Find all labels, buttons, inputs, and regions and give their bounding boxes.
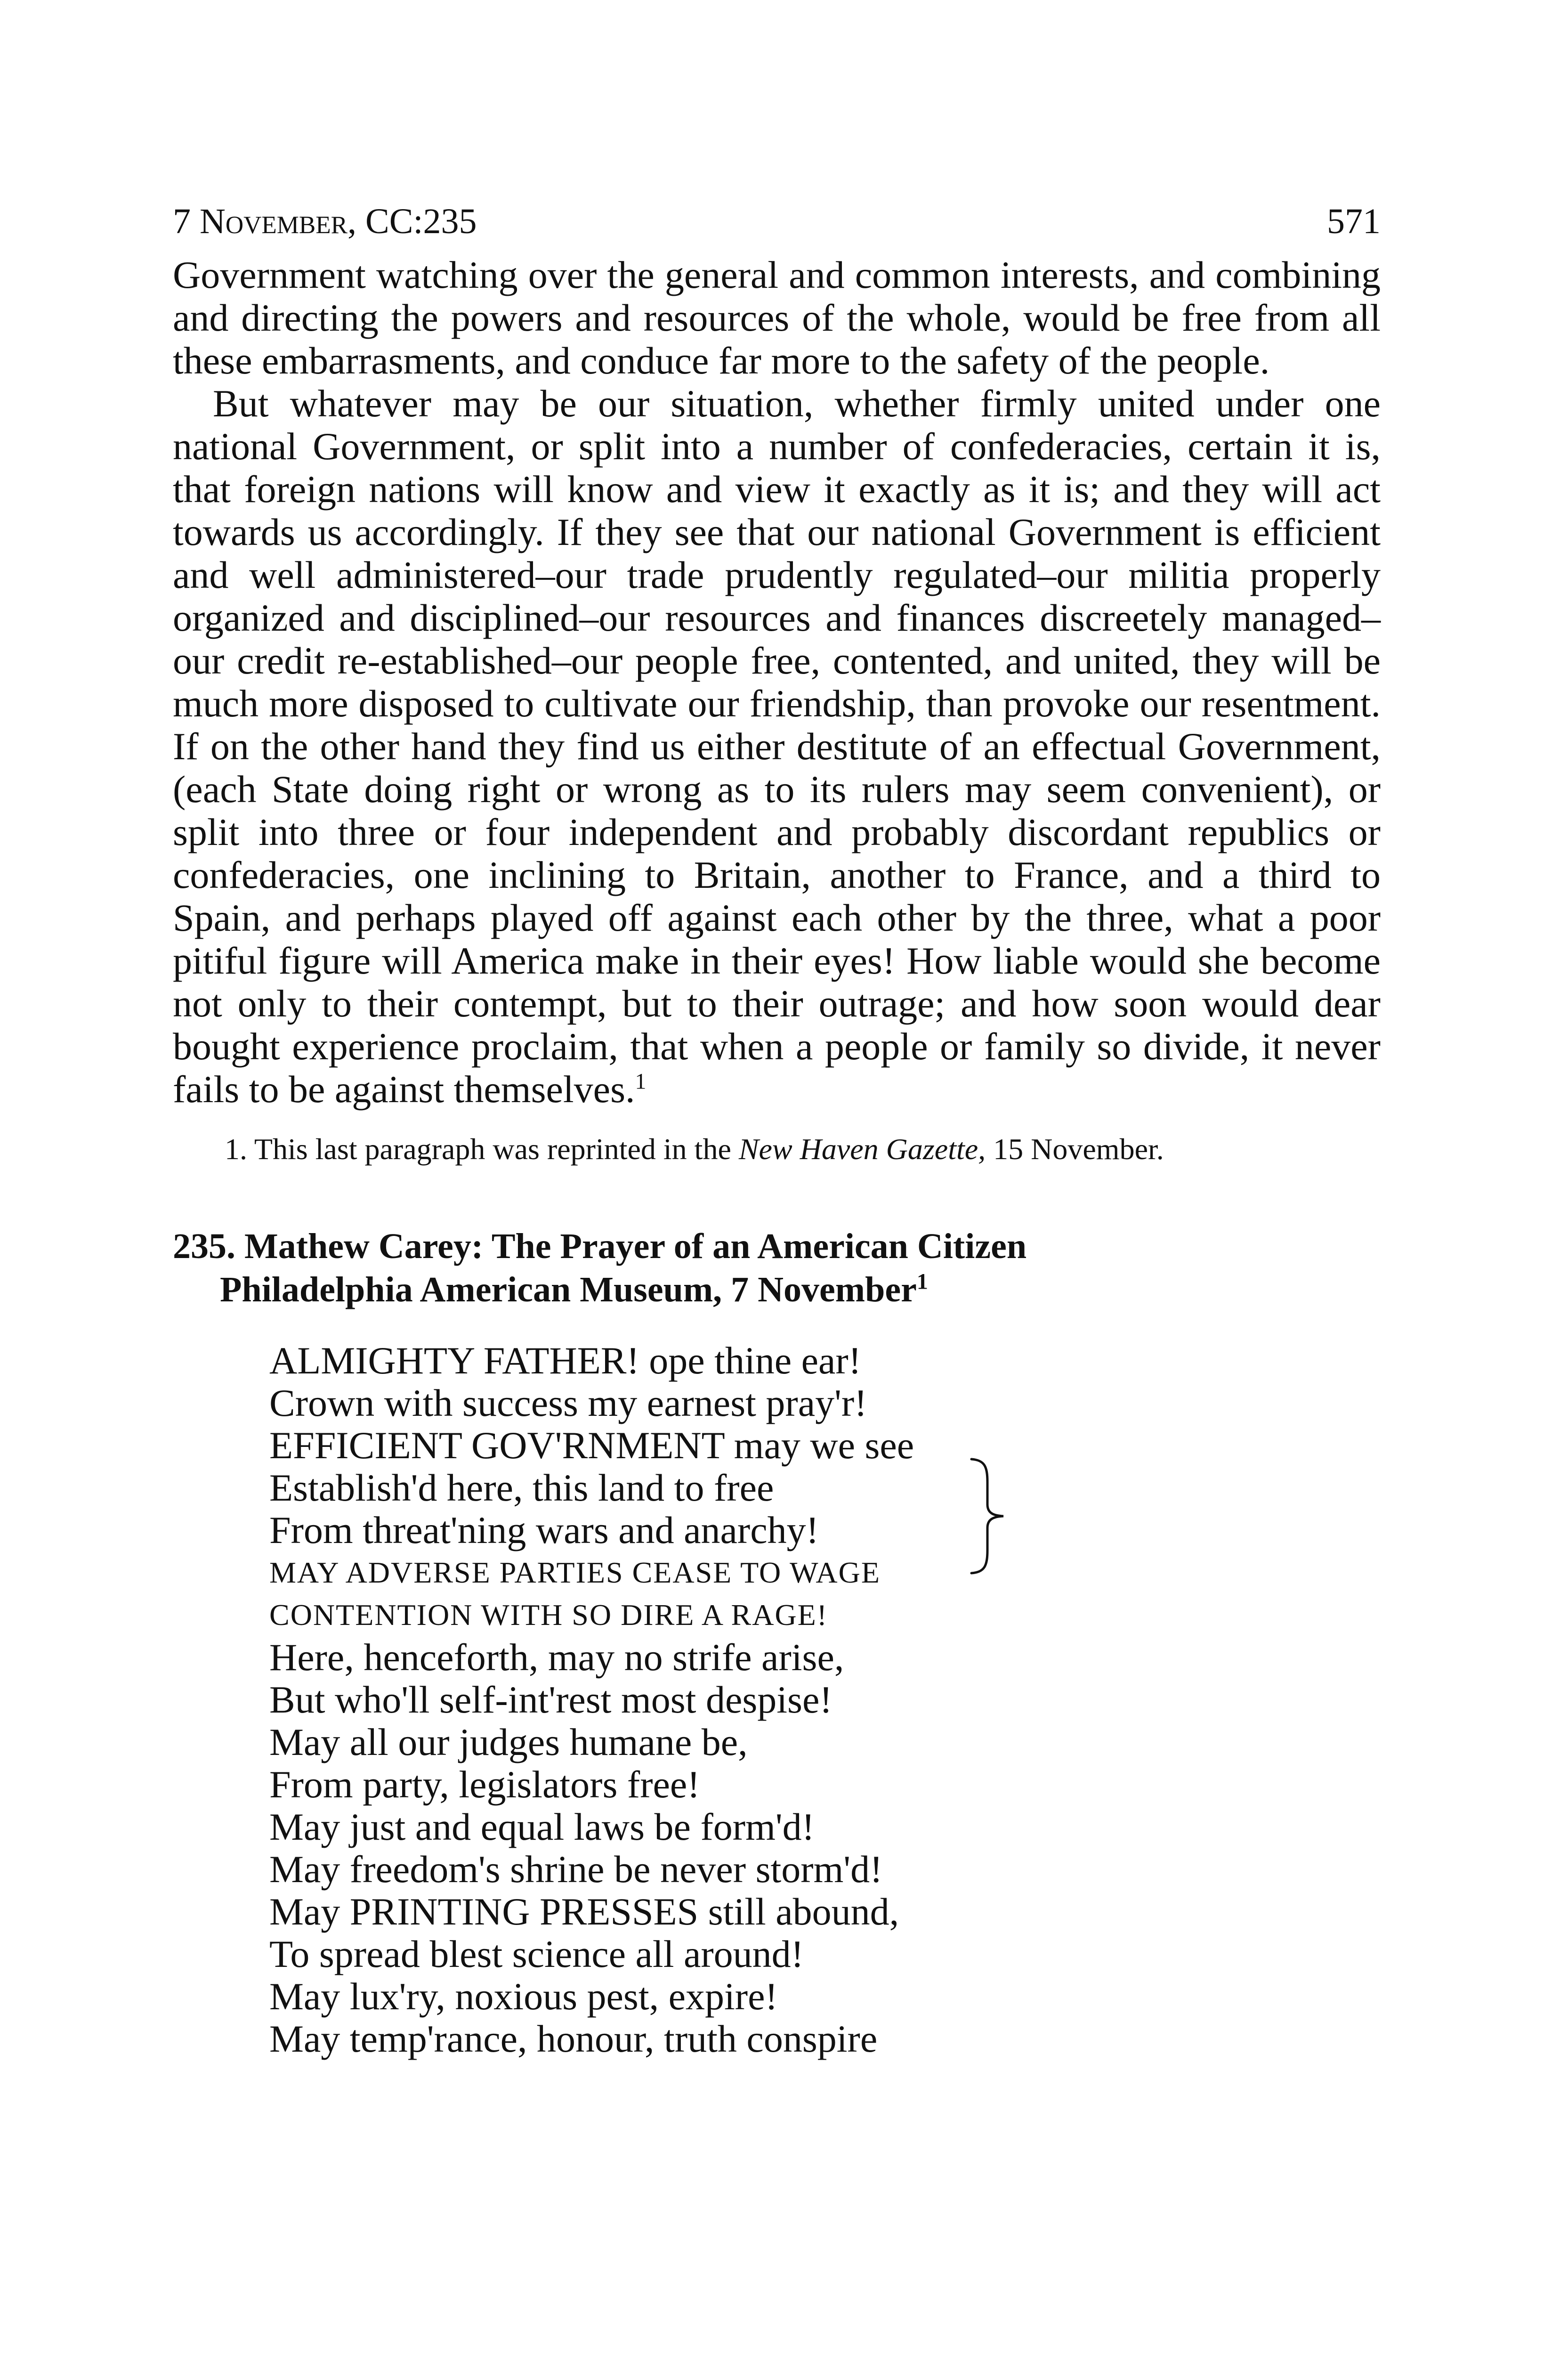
poem-line: May PRINTING PRESSES still abound, [269, 1890, 899, 1933]
poem-line: May temp'rance, honour, truth conspire [269, 2017, 878, 2060]
document-source: Philadelphia American Museum, 7 November [220, 1270, 917, 1309]
header-date: 7 November [173, 202, 348, 241]
poem-line: From party, legislators free! [269, 1763, 700, 1806]
header-ref: , CC:235 [348, 202, 477, 241]
page-number: 571 [1327, 202, 1381, 241]
poem-line-smallcaps: MAY ADVERSE PARTIES CEASE TO WAGE [269, 1556, 881, 1589]
document-source-line [173, 1268, 1381, 1311]
paragraph: Government watching over the general and common interests, and combining and directing the powers and resources of the whole, would be free from all these embarrasments, and conduce far more to the safety of the people. [173, 253, 1381, 382]
document-page [173, 198, 1381, 2060]
footnote [173, 1130, 1381, 1168]
running-head-left [173, 198, 477, 245]
poem-line: May just and equal laws be form'd! [269, 1805, 815, 1848]
poem-line: May all our judges humane be, [269, 1721, 748, 1763]
body-text [173, 253, 1381, 1111]
footnote-prefix: 1. This last paragraph was reprinted in the [225, 1132, 739, 1166]
poem-line: Establish'd here, this land to free [269, 1466, 774, 1509]
poem-line: Here, henceforth, may no strife arise, [269, 1636, 844, 1679]
document-heading [173, 1225, 1381, 1311]
document-note-marker: 1 [916, 1269, 928, 1294]
poem-line: To spread blest science all around! [269, 1933, 804, 1975]
paragraph [173, 382, 1381, 1111]
poem [173, 1340, 1381, 2060]
poem-line: But who'll self-int'rest most despise! [269, 1678, 832, 1721]
document-title: 235. Mathew Carey: The Prayer of an American Citizen [173, 1226, 1027, 1266]
poem-line: ALMIGHTY FATHER! ope thine ear! [269, 1339, 862, 1382]
poem-line: Crown with success my earnest pray'r! [269, 1381, 867, 1424]
footnote-suffix: 15 November. [986, 1132, 1164, 1166]
poem-line: From threat'ning wars and anarchy! [269, 1509, 819, 1551]
right-brace-icon [969, 1457, 1011, 1575]
poem-line: May freedom's shrine be never storm'd! [269, 1848, 883, 1891]
paragraph-text: But whatever may be our situation, whether firmly united under one national Government, or split into a number of confederacies, certain it is, that foreign nations will know and view it exactly as it is; and they will act towards us accordingly. If they see that our national Government is efficient and well administered–our trade prudently regulated–our militia properly organized and disciplined–our resources and finances discreetely managed–our credit re-established–our people free, contented, and united, they will be much more disposed to cultivate our friendship, than provoke our resentment. If on the other hand they find us either destitute of an effectual Government, (each State doing right or wrong as to its rulers may seem convenient), or split into three or four independent and probably discordant republics or confederacies, one inclining to Britain, another to France, and a third to Spain, and perhaps played off against each other by the three, what a poor pitiful figure will America make in their eyes! How liable would she become not only to their contempt, but to their outrage; and how soon would dear bought experience proclaim, that when a people or family so divide, it never fails to be against themselves. [173, 382, 1381, 1111]
running-header [173, 198, 1381, 245]
footnote-marker: 1 [635, 1069, 647, 1094]
poem-line: May lux'ry, noxious pest, expire! [269, 1975, 778, 2018]
footnote-publication: New Haven Gazette, [738, 1132, 986, 1166]
poem-line: EFFICIENT GOV'RNMENT may we see [269, 1424, 914, 1467]
poem-line-smallcaps: CONTENTION WITH SO DIRE A RAGE! [269, 1598, 828, 1632]
